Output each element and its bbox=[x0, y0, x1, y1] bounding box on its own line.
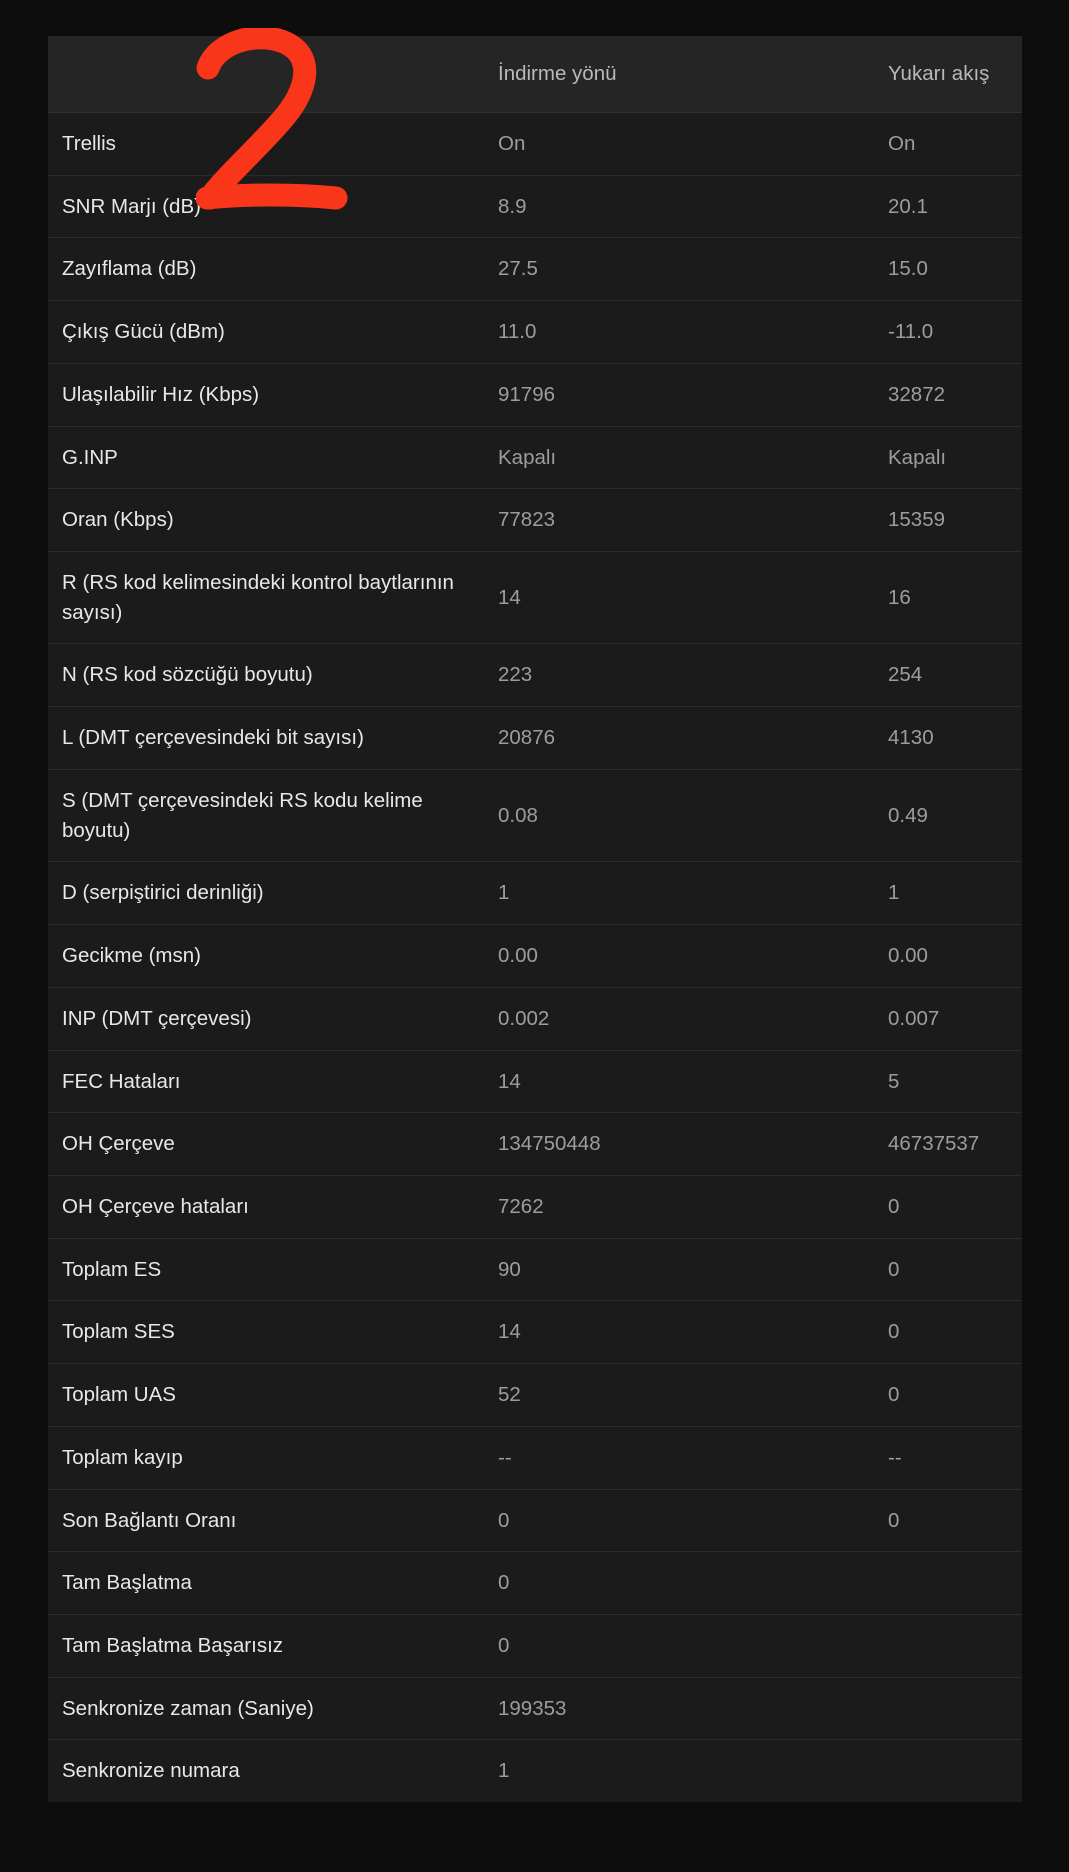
table-row bbox=[48, 363, 1022, 426]
row-upstream-value: 15359 bbox=[888, 489, 1022, 552]
row-upstream-value: 5 bbox=[888, 1050, 1022, 1113]
table-row bbox=[48, 769, 1022, 861]
row-label: Senkronize numara bbox=[48, 1740, 488, 1802]
table-row bbox=[48, 1552, 1022, 1615]
table-row bbox=[48, 1301, 1022, 1364]
row-downstream-value: 77823 bbox=[488, 489, 888, 552]
row-upstream-value bbox=[888, 1552, 1022, 1615]
row-downstream-value: 7262 bbox=[488, 1175, 888, 1238]
row-label: INP (DMT çerçevesi) bbox=[48, 987, 488, 1050]
row-upstream-value bbox=[888, 1740, 1022, 1802]
row-label: Toplam UAS bbox=[48, 1364, 488, 1427]
row-label: Trellis bbox=[48, 113, 488, 176]
row-label: S (DMT çerçevesindeki RS kodu kelime boyutu) bbox=[48, 769, 488, 861]
row-downstream-value: 0 bbox=[488, 1489, 888, 1552]
row-downstream-value: 0 bbox=[488, 1552, 888, 1615]
row-label: OH Çerçeve hataları bbox=[48, 1175, 488, 1238]
row-upstream-value: 15.0 bbox=[888, 238, 1022, 301]
row-upstream-value: 0 bbox=[888, 1364, 1022, 1427]
row-upstream-value: 0 bbox=[888, 1238, 1022, 1301]
table-row bbox=[48, 1489, 1022, 1552]
row-upstream-value: 0 bbox=[888, 1301, 1022, 1364]
row-downstream-value: 11.0 bbox=[488, 301, 888, 364]
table-row bbox=[48, 707, 1022, 770]
table-row bbox=[48, 644, 1022, 707]
row-label: G.INP bbox=[48, 426, 488, 489]
row-upstream-value: 0 bbox=[888, 1175, 1022, 1238]
row-upstream-value: 46737537 bbox=[888, 1113, 1022, 1176]
row-label: Oran (Kbps) bbox=[48, 489, 488, 552]
table-row bbox=[48, 862, 1022, 925]
table-row bbox=[48, 1238, 1022, 1301]
table-row bbox=[48, 987, 1022, 1050]
row-downstream-value: -- bbox=[488, 1426, 888, 1489]
row-label: R (RS kod kelimesindeki kontrol baytlarının sayısı) bbox=[48, 552, 488, 644]
row-label: L (DMT çerçevesindeki bit sayısı) bbox=[48, 707, 488, 770]
row-upstream-value: Kapalı bbox=[888, 426, 1022, 489]
row-upstream-value: 32872 bbox=[888, 363, 1022, 426]
row-downstream-value: 199353 bbox=[488, 1677, 888, 1740]
row-upstream-value: 16 bbox=[888, 552, 1022, 644]
table-row bbox=[48, 113, 1022, 176]
row-label: Tam Başlatma Başarısız bbox=[48, 1614, 488, 1677]
row-label: OH Çerçeve bbox=[48, 1113, 488, 1176]
table-row bbox=[48, 1677, 1022, 1740]
row-upstream-value: 1 bbox=[888, 862, 1022, 925]
row-upstream-value: 0 bbox=[888, 1489, 1022, 1552]
table-row bbox=[48, 301, 1022, 364]
row-upstream-value: On bbox=[888, 113, 1022, 176]
row-upstream-value bbox=[888, 1677, 1022, 1740]
row-downstream-value: 0.08 bbox=[488, 769, 888, 861]
row-downstream-value: 0.00 bbox=[488, 925, 888, 988]
row-downstream-value: 8.9 bbox=[488, 175, 888, 238]
table-body bbox=[48, 113, 1022, 1803]
row-downstream-value: Kapalı bbox=[488, 426, 888, 489]
row-label: Toplam SES bbox=[48, 1301, 488, 1364]
row-downstream-value: 1 bbox=[488, 1740, 888, 1802]
row-downstream-value: 27.5 bbox=[488, 238, 888, 301]
row-downstream-value: 52 bbox=[488, 1364, 888, 1427]
row-label: Toplam kayıp bbox=[48, 1426, 488, 1489]
row-upstream-value: -- bbox=[888, 1426, 1022, 1489]
row-downstream-value: 0.002 bbox=[488, 987, 888, 1050]
row-label: Tam Başlatma bbox=[48, 1552, 488, 1615]
row-upstream-value: 0.00 bbox=[888, 925, 1022, 988]
table-row bbox=[48, 238, 1022, 301]
row-upstream-value: 4130 bbox=[888, 707, 1022, 770]
table-row bbox=[48, 426, 1022, 489]
row-label: Zayıflama (dB) bbox=[48, 238, 488, 301]
row-label: Çıkış Gücü (dBm) bbox=[48, 301, 488, 364]
table-row bbox=[48, 175, 1022, 238]
table-header-row bbox=[48, 36, 1022, 113]
row-label: Gecikme (msn) bbox=[48, 925, 488, 988]
table-row bbox=[48, 1175, 1022, 1238]
row-downstream-value: 14 bbox=[488, 1050, 888, 1113]
table-header bbox=[48, 36, 1022, 113]
row-label: FEC Hataları bbox=[48, 1050, 488, 1113]
row-upstream-value: -11.0 bbox=[888, 301, 1022, 364]
row-downstream-value: 90 bbox=[488, 1238, 888, 1301]
table-row bbox=[48, 1740, 1022, 1802]
table-row bbox=[48, 925, 1022, 988]
row-downstream-value: 20876 bbox=[488, 707, 888, 770]
row-downstream-value: 134750448 bbox=[488, 1113, 888, 1176]
row-label: N (RS kod sözcüğü boyutu) bbox=[48, 644, 488, 707]
row-label: SNR Marjı (dB) bbox=[48, 175, 488, 238]
row-label: Toplam ES bbox=[48, 1238, 488, 1301]
bottom-edge bbox=[0, 1848, 1069, 1872]
row-downstream-value: 14 bbox=[488, 1301, 888, 1364]
column-header-downstream: İndirme yönü bbox=[488, 36, 888, 113]
row-label: Son Bağlantı Oranı bbox=[48, 1489, 488, 1552]
row-upstream-value bbox=[888, 1614, 1022, 1677]
row-downstream-value: 14 bbox=[488, 552, 888, 644]
row-upstream-value: 0.49 bbox=[888, 769, 1022, 861]
table-row bbox=[48, 1614, 1022, 1677]
row-label: Senkronize zaman (Saniye) bbox=[48, 1677, 488, 1740]
row-upstream-value: 254 bbox=[888, 644, 1022, 707]
dsl-stats-table-container bbox=[48, 36, 1022, 1802]
table-row bbox=[48, 552, 1022, 644]
row-downstream-value: 91796 bbox=[488, 363, 888, 426]
row-label: D (serpiştirici derinliği) bbox=[48, 862, 488, 925]
column-header-upstream: Yukarı akış bbox=[888, 36, 1022, 113]
row-downstream-value: 0 bbox=[488, 1614, 888, 1677]
table-row bbox=[48, 489, 1022, 552]
row-downstream-value: 223 bbox=[488, 644, 888, 707]
table-row bbox=[48, 1426, 1022, 1489]
row-upstream-value: 0.007 bbox=[888, 987, 1022, 1050]
table-row bbox=[48, 1364, 1022, 1427]
row-label: Ulaşılabilir Hız (Kbps) bbox=[48, 363, 488, 426]
column-header-parameter bbox=[48, 36, 488, 113]
row-downstream-value: On bbox=[488, 113, 888, 176]
row-upstream-value: 20.1 bbox=[888, 175, 1022, 238]
row-downstream-value: 1 bbox=[488, 862, 888, 925]
table-row bbox=[48, 1050, 1022, 1113]
table-row bbox=[48, 1113, 1022, 1176]
dsl-stats-table bbox=[48, 36, 1022, 1802]
